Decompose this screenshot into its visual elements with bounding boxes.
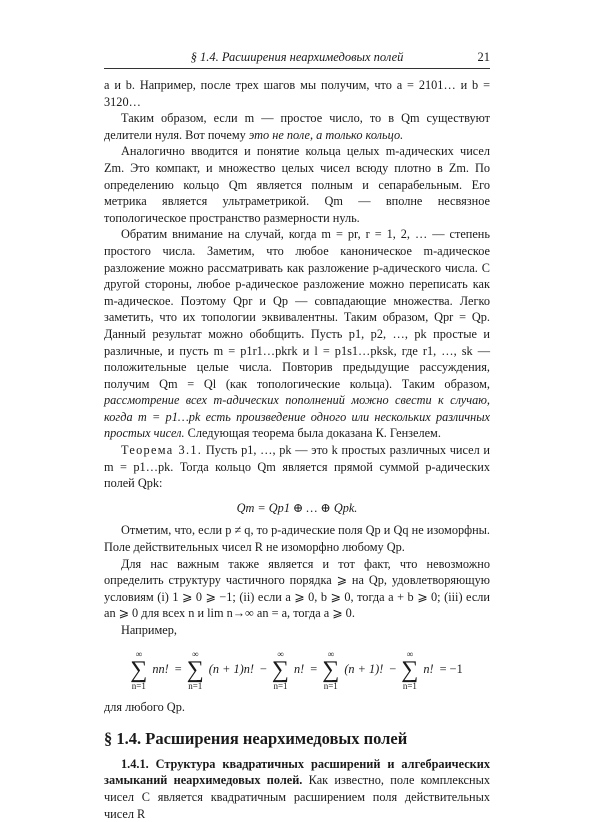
paragraph-5: Отметим, что, если p ≠ q, то p-адические поля Qp и Qq не изоморфны. Поле действительных чисел R не изоморфно любому Qp. <box>104 523 490 555</box>
paragraph-7: Например, <box>121 623 177 637</box>
subsection-text: Как известно, поле комплексных чисел C является квадратичным расширением поля действительных чисел R <box>104 773 491 821</box>
theorem-3-1 <box>104 442 490 492</box>
paragraph-2 <box>104 110 490 143</box>
paragraph-4-tail: Следующая теорема была доказана К. Гензелем. <box>184 426 441 441</box>
sum-operator-2: ∞ ∑ n=1 <box>186 648 204 691</box>
subsection-label: 1.4.1. Структура квадратичных расширений и алгебраических замыканий неархимедовых полей. <box>104 756 490 788</box>
paragraph-6: Для нас важным также является и тот факт, что невозможно определить структуру частичного порядка ⩾ на Qp, удовлетворяющую условиям (i) 1 ⩾ 0 ⩾ −1; (ii) если a ⩾ 0, b ⩾ 0, тогда a + b ⩾ 0; (iii) если an ⩾ 0 для всех n и lim n→∞ an = a, тогда a ⩾ 0. <box>104 556 490 621</box>
page-number: 21 <box>477 50 490 64</box>
sum-operator-4: ∞ ∑ n=1 <box>322 648 340 691</box>
running-header <box>104 46 490 69</box>
theorem-text: Пусть p1, …, pk — это k простых различных чисел и m = p1…pk. Тогда кольцо Qm является прямой суммой p-адических полей Qpk: <box>104 443 491 491</box>
paragraph-4 <box>104 226 490 442</box>
paragraph-4-text: Обратим внимание на случай, когда m = pr, r = 1, 2, … — степень простого числа. Заметим, что любое каноническое m-адическое разложение можно рассматривать как разложение p-адического числа. С другой стороны, любое p-адическое разложение можно переписать как m-адическое. Поэтому Qpr и Qp — совпадающие множества. Легко заметить, что их топологии эквивалентны. Таким образом, Qpr = Qp. Данный результат можно обобщить. Пусть p1, p2, …, pk простые и различные, и пусть m = p1r1…pkrk и l = p1s1…pksk, где r1, …, sk — положительные целые числа. Повторив предыдущие рассуждения, получим Qm = Ql (как топологические кольца). Таким образом, <box>104 227 490 391</box>
series-term-1: nn! <box>152 662 169 677</box>
subsection-paragraph <box>104 756 490 822</box>
sum-operator-5: ∞ ∑ n=1 <box>401 648 419 691</box>
formula-series <box>104 649 490 691</box>
equals-2: = <box>310 662 318 677</box>
equals-3: = −1 <box>439 662 463 677</box>
sum-operator-3: ∞ ∑ n=1 <box>271 648 290 691</box>
paragraph-2-emphasis: это не поле, а только кольцо. <box>248 127 404 142</box>
book-page <box>104 46 490 822</box>
paragraph-4-emphasis: рассмотрение всех m-адических пополнений можно свести к случаю, когда m = p1…pk есть произведение одного или нескольких различных простых чисел. <box>104 393 490 441</box>
series-term-4: (n + 1)! <box>344 662 384 677</box>
page-body <box>104 77 490 822</box>
paragraph-3: Аналогично вводится и понятие кольца целых m-адических чисел Zm. Это компакт, и множество целых чисел всюду плотно в Zm. По определению кольцо Qm является полным и сепарабельным. Его метрика является ультраметрикой. Qm — вполне несвязное топологическое пространство размерности нуль. <box>104 144 490 225</box>
minus-2: − <box>389 662 397 677</box>
series-term-2: (n + 1)n! <box>208 662 254 677</box>
theorem-label: Теорема 3.1. <box>121 443 203 458</box>
running-header-title: § 1.4. Расширения неархимедовых полей <box>190 50 404 64</box>
equals-1: = <box>174 662 182 677</box>
series-term-3: n! <box>294 662 305 677</box>
section-heading: § 1.4. Расширения неархимедовых полей <box>104 729 408 749</box>
series-term-5: n! <box>423 662 434 677</box>
paragraph-8: для любого Qp. <box>104 699 185 714</box>
paragraph-1: a и b. Например, после трех шагов мы получим, что a = 2101… и b = 3120… <box>104 78 490 109</box>
sum-operator-1: ∞ ∑ n=1 <box>130 648 148 691</box>
paragraph-2-text: Таким образом, если m — простое число, то в Qm существуют делители нуля. Вот почему <box>104 111 490 142</box>
minus-1: − <box>259 662 267 677</box>
formula-direct-sum: Qm = Qp1 ⊕ … ⊕ Qpk. <box>236 500 358 515</box>
